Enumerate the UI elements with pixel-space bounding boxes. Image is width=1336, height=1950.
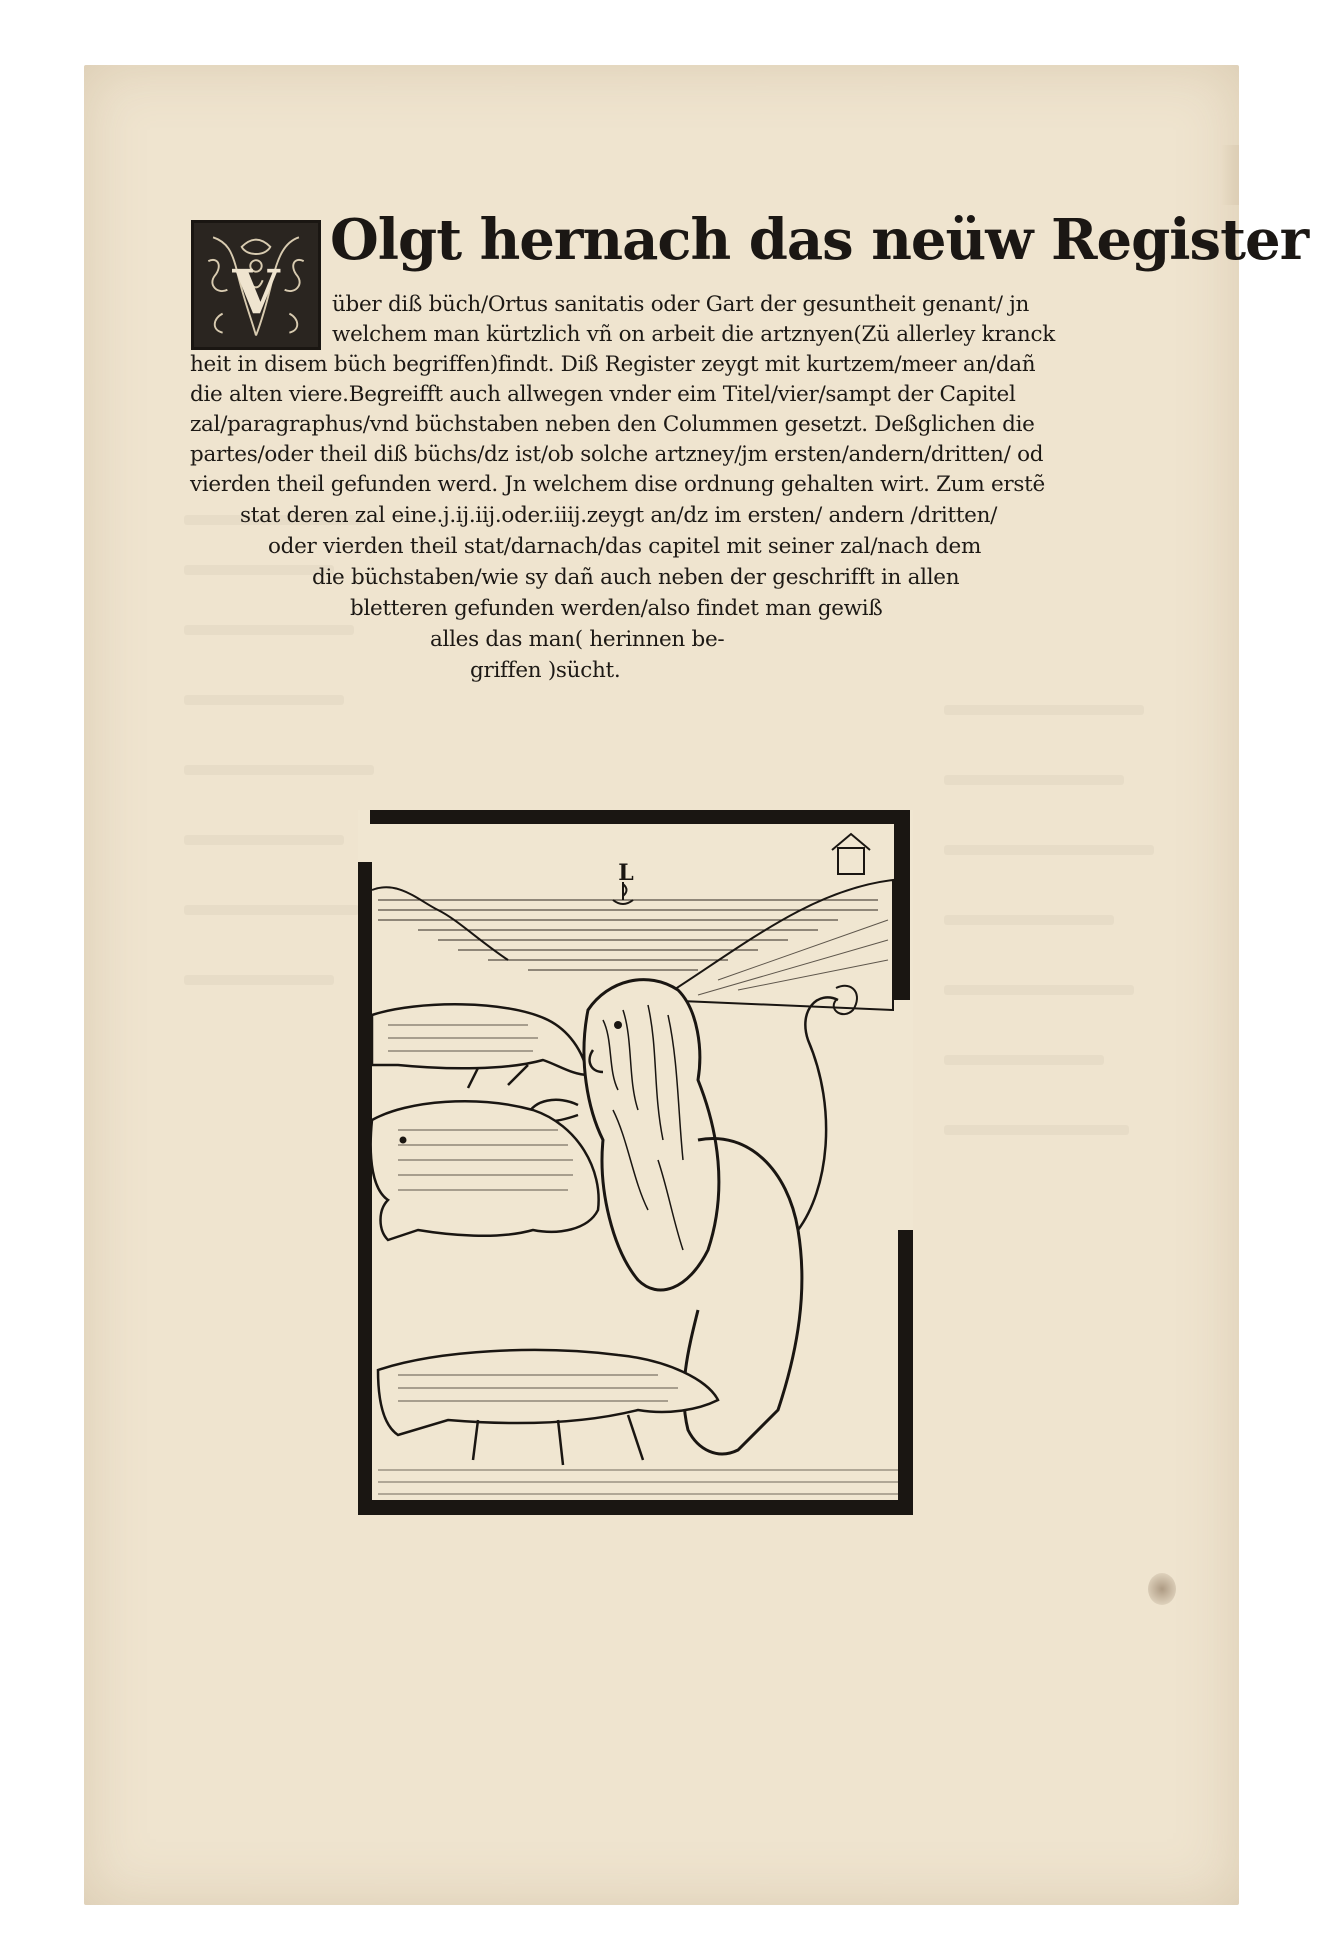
text-line: zal/paragraphus/vnd büchstaben neben den Colummen gesetzt. Deßglichen die (190, 412, 1035, 437)
text-line: alles das man( herinnen be- (430, 627, 725, 652)
show-through-line (184, 695, 344, 705)
decorated-initial-v-icon (194, 223, 318, 347)
show-through-line (944, 705, 1144, 715)
show-through-line (184, 835, 344, 845)
decorated-initial-letter (191, 220, 321, 350)
show-through-line (944, 845, 1154, 855)
text-line: welchem man kürtzlich vñ on arbeit die artznyen(Zü allerley kranck (332, 322, 1055, 347)
paper-stain (1148, 1573, 1176, 1605)
text-line: die alten viere.Begreifft auch allwegen vnder eim Titel/vier/sampt der Capitel (190, 382, 1016, 407)
show-through-line (944, 775, 1124, 785)
woodcut-monogram: L (618, 860, 634, 886)
show-through-line (184, 905, 359, 915)
show-through-line (944, 985, 1134, 995)
lion-and-animals-woodcut-icon (358, 810, 913, 1515)
text-line: partes/oder theil diß büchs/dz ist/ob solche artzney/jm ersten/andern/dritten/ od (190, 442, 1044, 467)
woodcut-illustration (358, 810, 913, 1515)
text-line: die büchstaben/wie sy dañ auch neben der geschrifft in allen (312, 565, 960, 590)
text-line: stat deren zal eine.j.ij.iij.oder.iiij.zeygt an/dz im ersten/ andern /dritten/ (240, 503, 998, 528)
show-through-line (184, 625, 354, 635)
text-line: heit in disem büch begriffen)findt. Diß Register zeygt mit kurtzem/meer an/dañ (190, 352, 1036, 377)
text-line: griffen )sücht. (470, 658, 621, 683)
text-line: oder vierden theil stat/darnach/das capitel mit seiner zal/nach dem (268, 534, 982, 559)
show-through-line (944, 1055, 1104, 1065)
page-heading: Olgt hernach das neüw Register (330, 207, 1309, 273)
text-line: vierden theil gefunden werd. Jn welchem dise ordnung gehalten wirt. Zum erstẽ (190, 472, 1045, 497)
show-through-line (184, 765, 374, 775)
show-through-line (944, 1125, 1129, 1135)
show-through-line (944, 915, 1114, 925)
initial-letter-glyph: V (232, 257, 280, 329)
text-line: über diß büch/Ortus sanitatis oder Gart der gesuntheit genant/ jn (332, 292, 1030, 317)
show-through-line (184, 975, 334, 985)
text-line: bletteren gefunden werden/also findet man gewiß (350, 596, 883, 621)
